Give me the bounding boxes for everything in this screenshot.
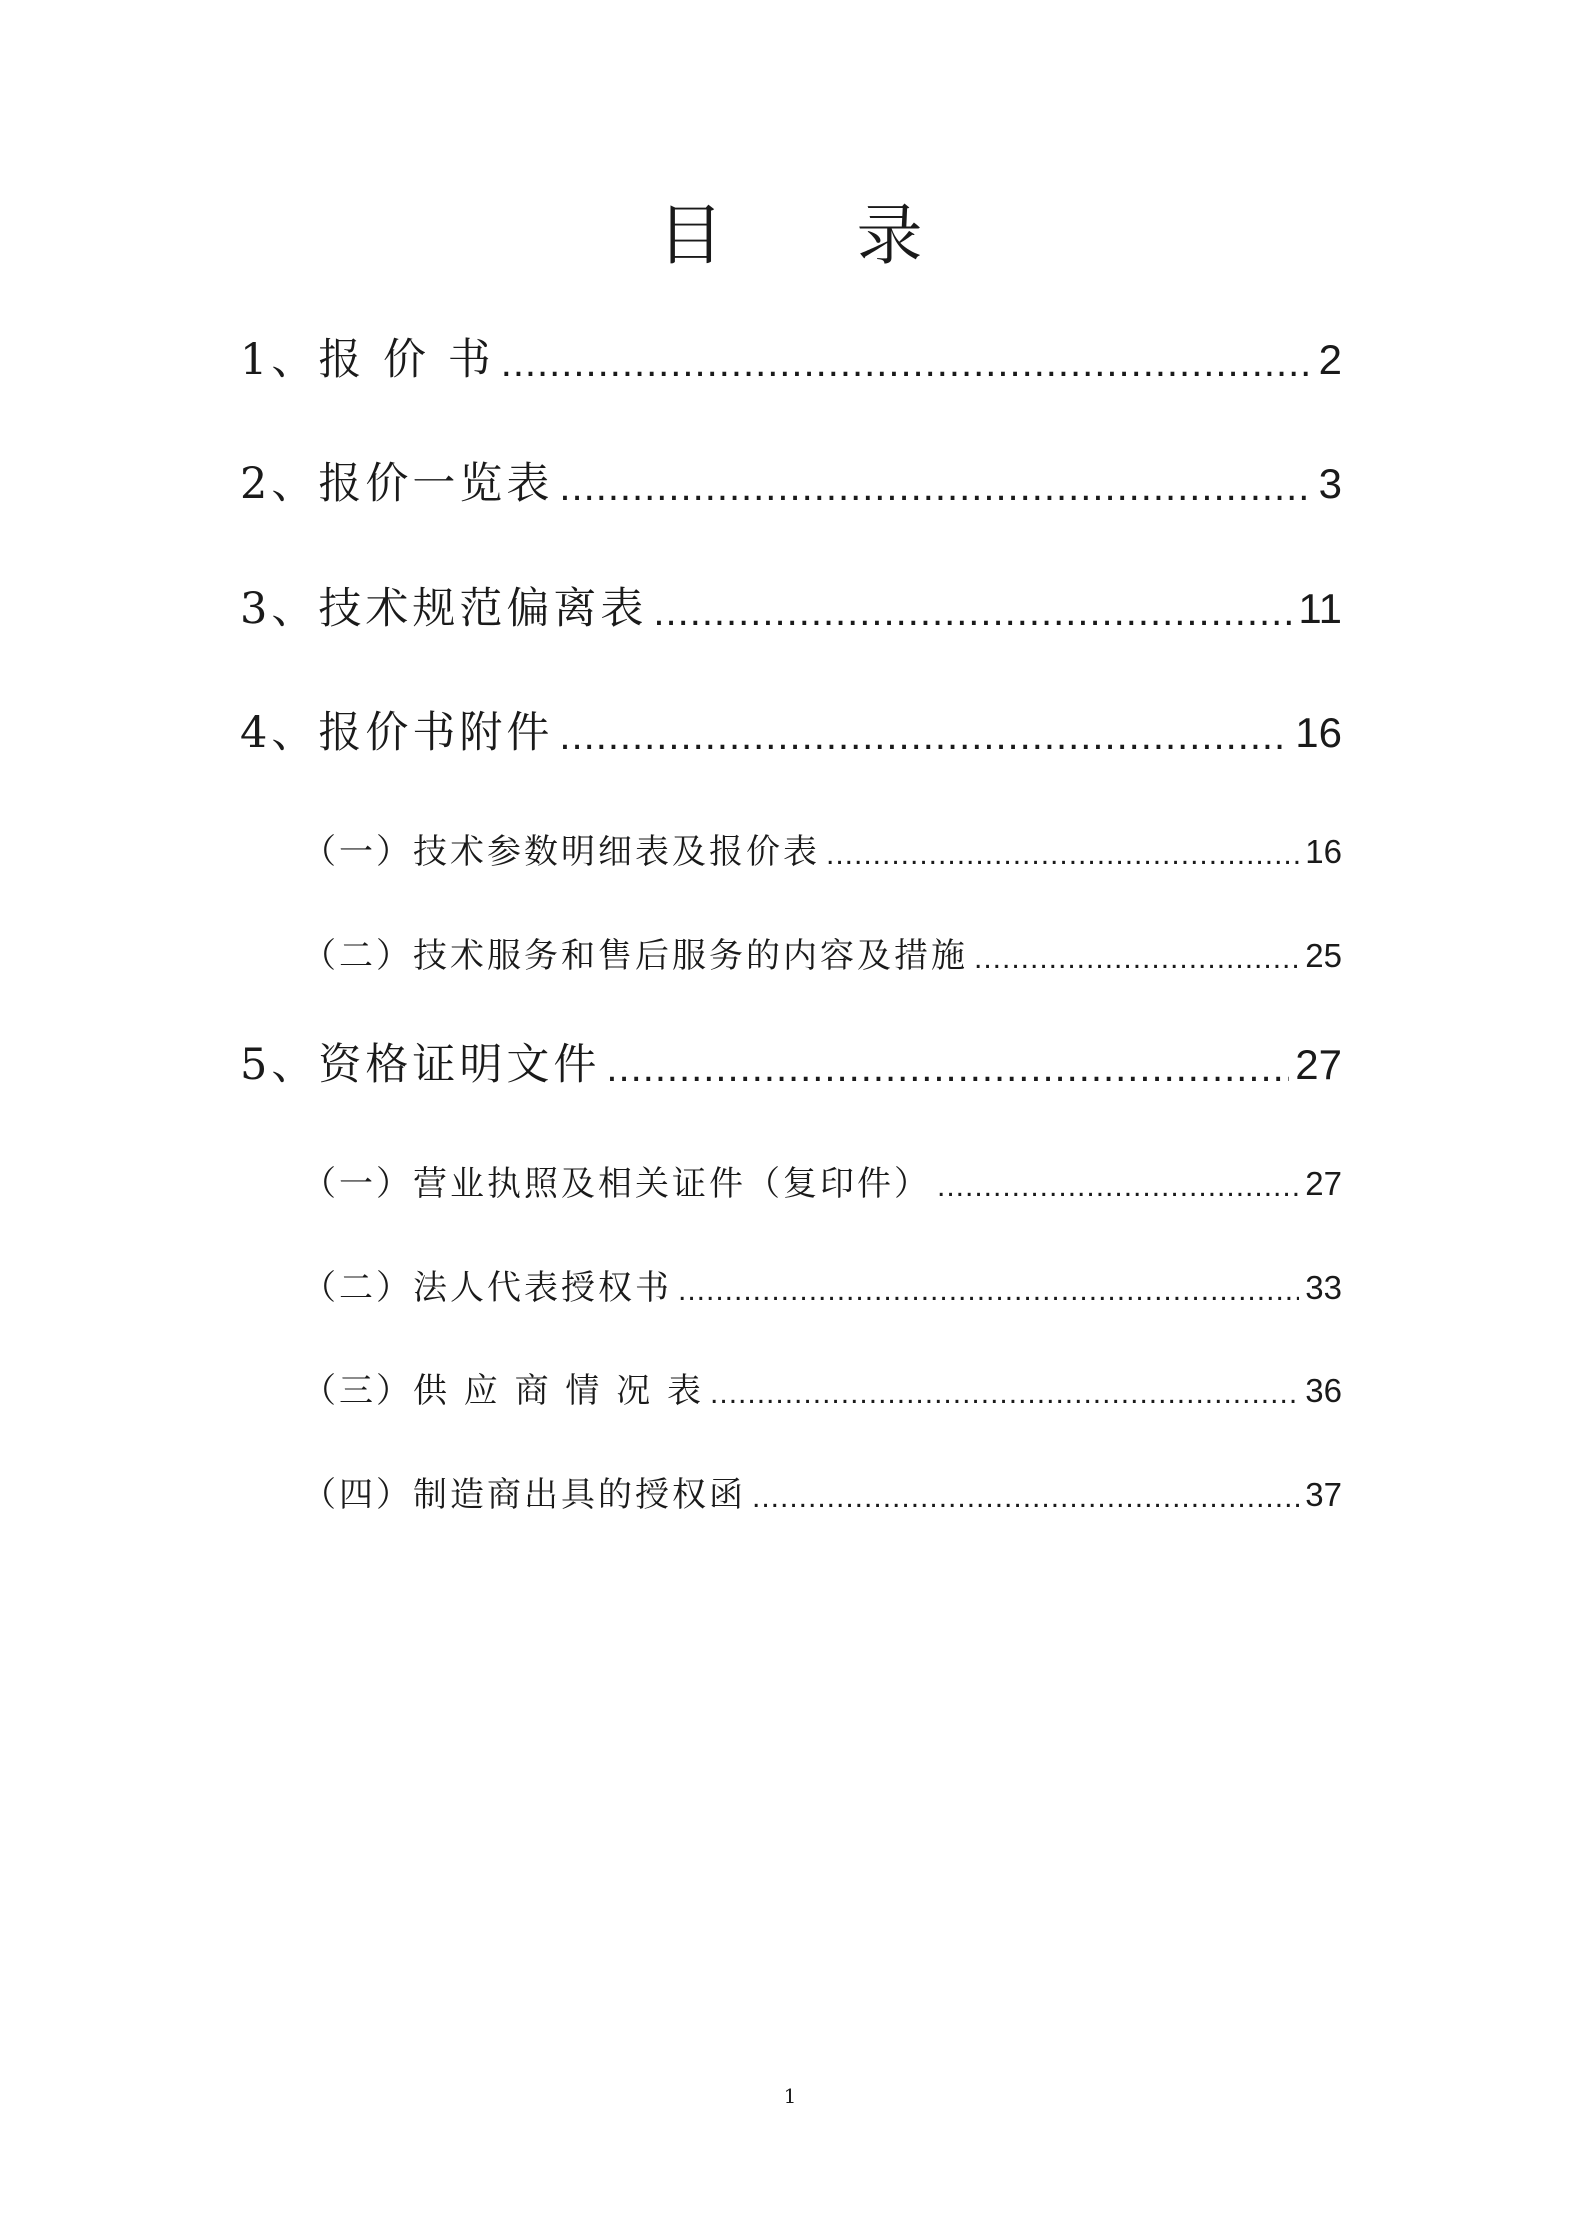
toc-page-number: 2 [1318,336,1342,383]
toc-entry-label: 3、技术规范偏离表 [240,584,648,634]
toc-dot-leader [752,1479,1299,1517]
toc-entry-label: （三）供 应 商 情 况 表 [302,1371,705,1411]
page-footer-number: 1 [783,2084,797,2108]
toc-entry-legal-rep-authorization[interactable] [302,1266,1342,1310]
toc-page-number: 11 [1298,585,1342,632]
toc-entry-qualification-docs[interactable] [240,1037,1342,1093]
toc-page-number: 27 [1305,1165,1342,1202]
toc-dot-leader [653,587,1292,637]
toc-dot-leader [559,462,1312,512]
toc-entry-supplier-info[interactable] [302,1369,1342,1413]
toc-entry-spec-deviation[interactable] [240,581,1342,637]
toc-dot-leader [937,1168,1299,1206]
toc-page-number: 16 [1295,709,1342,756]
toc-dot-leader [710,1375,1299,1413]
toc-entry-business-license[interactable] [302,1162,1342,1206]
toc-dot-leader [559,711,1289,761]
toc-entry-manufacturer-authorization[interactable] [302,1473,1342,1517]
toc-dot-leader [974,940,1299,978]
toc-page-number: 37 [1305,1476,1342,1513]
toc-entry-quotation-summary[interactable] [240,456,1342,512]
toc-entry-label: （一）技术参数明细表及报价表 [302,832,820,872]
toc-entry-label: 4、报价书附件 [240,708,554,758]
toc-entry-service-measures[interactable] [302,934,1342,978]
toc-dot-leader [678,1272,1299,1310]
toc-page-number: 25 [1305,937,1342,974]
toc-entry-label: （一）营业执照及相关证件（复印件） [302,1164,931,1204]
toc-entry-quotation-annex[interactable] [240,705,1342,761]
toc-page-number: 3 [1318,460,1342,507]
toc-entry-quotation[interactable] [240,332,1342,388]
toc-entry-tech-params[interactable] [302,830,1342,874]
page-title: 目 录 [657,197,979,274]
toc-dot-leader [826,836,1299,874]
toc-entry-label: 5、资格证明文件 [240,1040,601,1090]
toc-entry-label: 1、报 价 书 [240,335,495,385]
toc-page-number: 16 [1305,833,1342,870]
toc-dot-leader [606,1043,1289,1093]
toc-page-number: 33 [1305,1269,1342,1306]
toc-entry-label: （四）制造商出具的授权函 [302,1475,746,1515]
toc-entry-label: （二）技术服务和售后服务的内容及措施 [302,936,968,976]
toc-page-number: 27 [1295,1041,1342,1088]
toc-page-number: 36 [1305,1372,1342,1409]
toc-entry-label: 2、报价一览表 [240,459,554,509]
toc-entry-label: （二）法人代表授权书 [302,1268,672,1308]
toc-dot-leader [501,338,1313,388]
